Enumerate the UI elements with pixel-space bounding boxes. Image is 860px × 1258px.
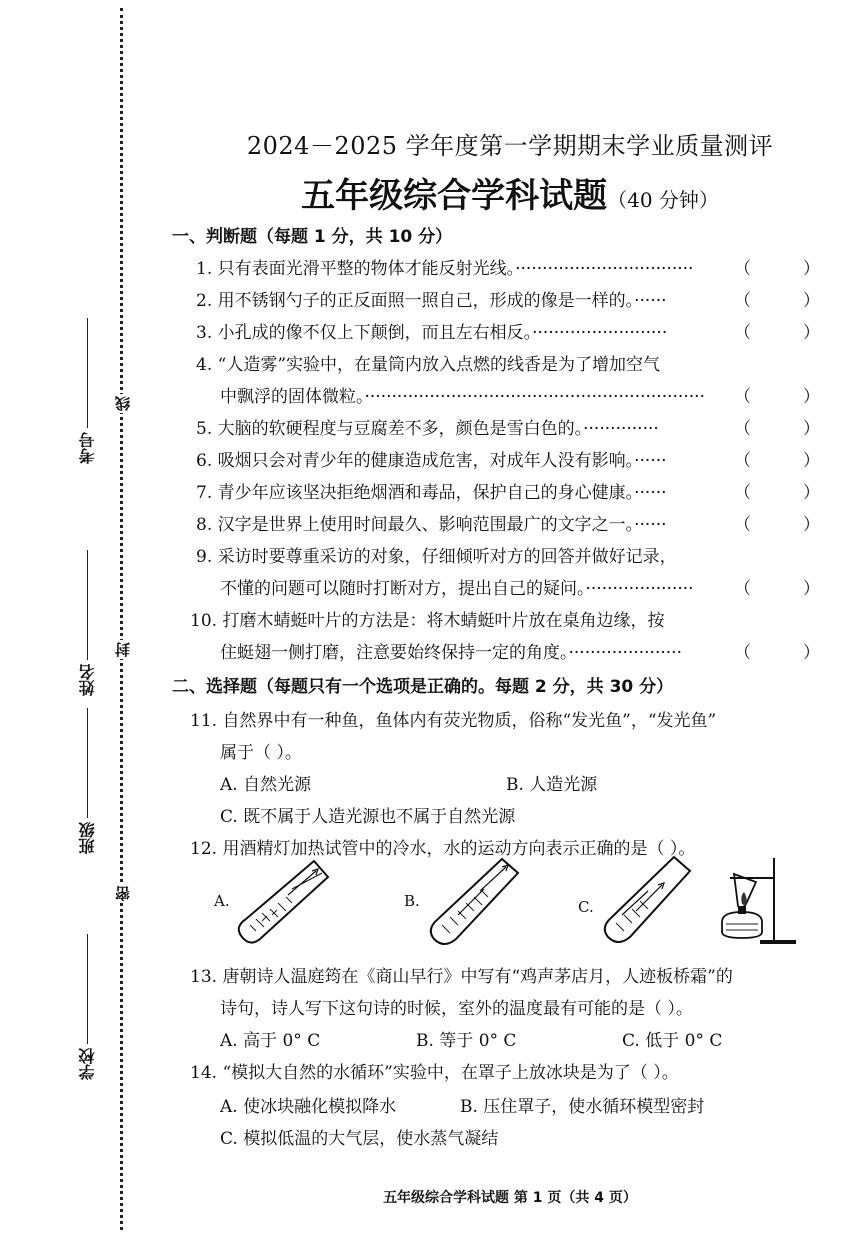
question-10-line1: 10. 打磨木蜻蜓叶片的方法是：将木蜻蜓叶片放在桌角边缘，按 [190, 611, 665, 631]
question-1: 1. 只有表面光滑平整的物体才能反射光线。································· [196, 259, 694, 279]
answer-paren-left: （ [734, 643, 751, 663]
question-2: 2. 用不锈钢勺子的正反面照一照自己，形成的像是一样的。······ [196, 291, 667, 311]
answer-paren-right: ） [803, 579, 820, 599]
section-heading-choice: 二、选择题（每题只有一个选项是正确的。每题 2 分，共 30 分） [172, 677, 674, 697]
q12-figure-c-label: C. [578, 898, 594, 916]
q12-figure-b-test-tube [422, 855, 522, 947]
binding-dotted-line [120, 8, 123, 1230]
answer-paren-right: ） [803, 291, 820, 311]
field-exam-number [76, 318, 99, 464]
field-label: 学校 [78, 1048, 97, 1080]
q13-option-b: B. 等于 0° C [416, 1031, 517, 1051]
question-13-line2: 诗句，诗人写下这句诗的时候，室外的温度最有可能的是（ ）。 [220, 999, 693, 1019]
field-label: 考号 [78, 432, 97, 464]
question-14-line1: 14. “模拟大自然的水循环”实验中，在罩子上放冰块是为了（ ）。 [190, 1063, 679, 1083]
q13-option-a: A. 高于 0° C [220, 1031, 321, 1051]
q11-option-b: B. 人造光源 [506, 775, 598, 795]
blank-line [87, 318, 88, 428]
question-9-line2: 不懂的问题可以随时打断对方，提出自己的疑问。···················· [220, 579, 694, 599]
q13-option-c: C. 低于 0° C [622, 1031, 723, 1051]
blank-line [87, 708, 88, 818]
answer-paren-right: ） [803, 419, 820, 439]
question-4-line2: 中飘浮的固体微粒。······························································· [220, 387, 705, 407]
answer-paren-right: ） [803, 259, 820, 279]
field-name [76, 550, 99, 696]
q14-option-b: B. 压住罩子，使水循环模型密封 [460, 1097, 705, 1117]
question-12-line1: 12. 用酒精灯加热试管中的冷水，水的运动方向表示正确的是（ ）。 [190, 839, 696, 859]
question-13-line1: 13. 唐朝诗人温庭筠在《商山早行》中写有“鸡声茅店月，人迹板桥霜”的 [190, 967, 733, 987]
blank-line [87, 934, 88, 1044]
answer-paren-left: （ [734, 515, 751, 535]
answer-paren-right: ） [803, 387, 820, 407]
answer-paren-left: （ [734, 323, 751, 343]
answer-paren-right: ） [803, 483, 820, 503]
seal-word-seal: 封 [114, 642, 132, 657]
field-label: 姓名 [78, 664, 97, 696]
question-11-line2: 属于（ ）。 [220, 743, 302, 763]
answer-paren-left: （ [734, 291, 751, 311]
seal-word-line: 线 [114, 396, 132, 411]
question-9-line1: 9. 采访时要尊重采访的对象，仔细倾听对方的回答并做好记录， [196, 547, 677, 567]
answer-paren-left: （ [734, 579, 751, 599]
answer-paren-right: ） [803, 515, 820, 535]
question-5: 5. 大脑的软硬程度与豆腐差不多，颜色是雪白色的。·············· [196, 419, 659, 439]
question-3: 3. 小孔成的像不仅上下颠倒，而且左右相反。························· [196, 323, 668, 343]
answer-paren-left: （ [734, 259, 751, 279]
exam-title: 2024－2025 学年度第一学期期末学业质量测评 [246, 132, 774, 160]
answer-paren-right: ） [803, 451, 820, 471]
seal-word-secret: 密 [114, 886, 132, 901]
blank-line [87, 550, 88, 660]
exam-subject [160, 168, 860, 217]
alcohol-lamp-apparatus-icon [712, 852, 798, 948]
answer-paren-right: ） [803, 323, 820, 343]
q12-figure-a-test-tube [232, 855, 332, 947]
answer-paren-left: （ [734, 387, 751, 407]
section-heading-judgement: 一、判断题（每题 1 分，共 10 分） [172, 227, 453, 247]
answer-paren-left: （ [734, 483, 751, 503]
q11-option-a: A. 自然光源 [220, 775, 312, 795]
q11-option-c: C. 既不属于人造光源也不属于自然光源 [220, 807, 516, 827]
field-school [76, 934, 99, 1080]
field-class [76, 708, 99, 854]
exam-duration: （40 分钟） [607, 188, 719, 212]
question-11-line1: 11. 自然界中有一种鱼，鱼体内有荧光物质，俗称“发光鱼”，“发光鱼” [190, 711, 717, 731]
question-7: 7. 青少年应该坚决拒绝烟酒和毒品，保护自己的身心健康。······ [196, 483, 667, 503]
answer-paren-right: ） [803, 643, 820, 663]
subject-name: 五年级综合学科试题 [301, 176, 608, 216]
q14-option-a: A. 使冰块融化模拟降水 [220, 1097, 397, 1117]
question-8: 8. 汉字是世界上使用时间最久、影响范围最广的文字之一。······ [196, 515, 667, 535]
q14-option-c: C. 模拟低温的大气层，使水蒸气凝结 [220, 1129, 499, 1149]
question-10-line2: 住蜓翅一侧打磨，注意要始终保持一定的角度。····················· [220, 643, 682, 663]
question-4-line1: 4. “人造雾”实验中，在量筒内放入点燃的线香是为了增加空气 [196, 355, 661, 375]
answer-paren-left: （ [734, 419, 751, 439]
field-label: 班级 [78, 822, 97, 854]
q12-figure-c-test-tube [596, 855, 696, 947]
page-footer: 五年级综合学科试题 第 1 页（共 4 页） [383, 1190, 637, 1206]
q12-figure-a-label: A. [214, 892, 230, 910]
q12-figure-b-label: B. [404, 892, 420, 910]
answer-paren-left: （ [734, 451, 751, 471]
question-6: 6. 吸烟只会对青少年的健康造成危害，对成年人没有影响。······ [196, 451, 667, 471]
